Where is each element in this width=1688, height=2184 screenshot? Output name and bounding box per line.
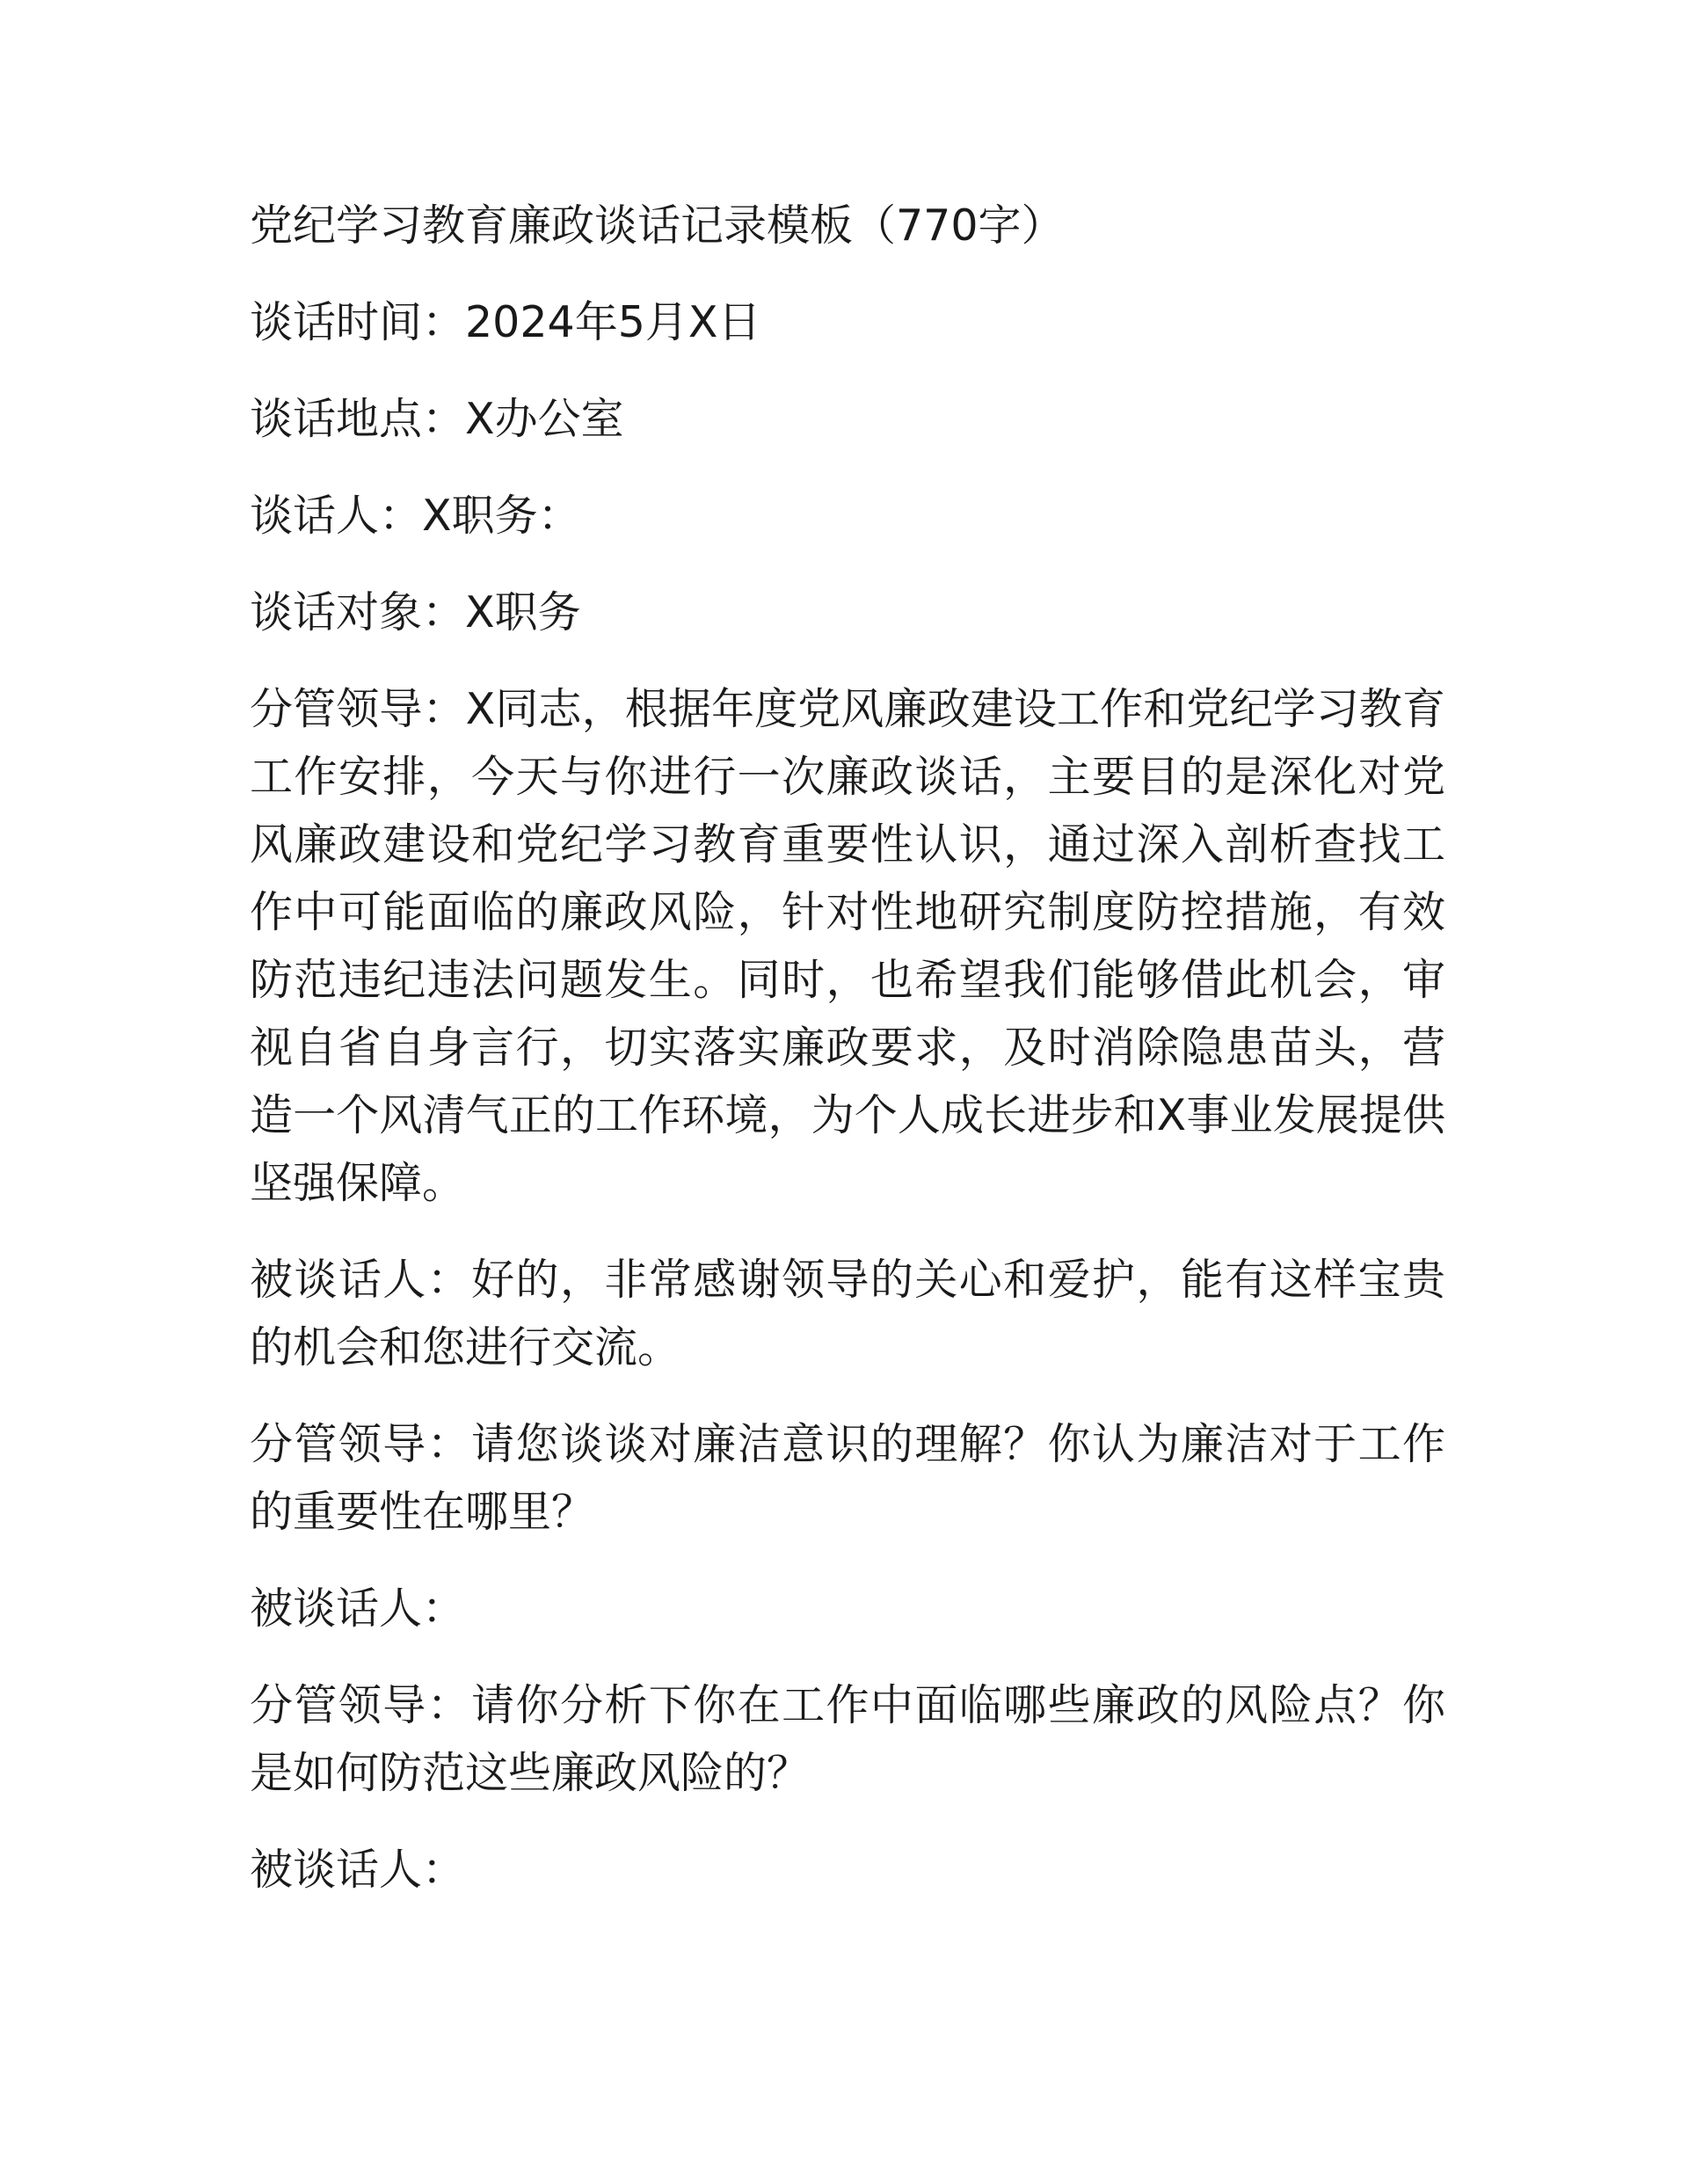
talk-time: 谈话时间：2024年5月X日 (250, 297, 761, 347)
respondent-answer-blank-1: 被谈话人： (250, 1583, 466, 1634)
talk-target: 谈话对象：X职务 (250, 587, 581, 637)
talk-place: 谈话地点：X办公室 (250, 394, 624, 444)
talk-speaker: 谈话人：X职务： (250, 491, 581, 541)
leader-question-risks: 分管领导：请你分析下你在工作中面临哪些廉政的风险点？你是如何防范这些廉政风险的？ (250, 1680, 1445, 1798)
respondent-answer-blank-2: 被谈话人： (250, 1845, 466, 1895)
document-body (250, 192, 1445, 1933)
leader-opening-paragraph: 分管领导：X同志，根据年度党风廉政建设工作和党纪学习教育工作安排，今天与你进行一次廉政谈话，主要目的是深化对党风廉政建设和党纪学习教育重要性认识，通过深入剖析查找工作中可能面临的廉政风险，针对性地研究制度防控措施，有效防范违纪违法问题发生。同时，也希望我们能够借此机会，审视自省自身言行，切实落实廉政要求，及时消除隐患苗头，营造一个风清气正的工作环境，为个人成长进步和X事业发展提供坚强保障。 (250, 684, 1445, 1208)
respondent-reply-paragraph: 被谈话人：好的，非常感谢领导的关心和爱护，能有这样宝贵的机会和您进行交流。 (250, 1255, 1445, 1372)
document-title: 党纪学习教育廉政谈话记录模板（770字） (250, 200, 1065, 251)
leader-question-integrity: 分管领导：请您谈谈对廉洁意识的理解？你认为廉洁对于工作的重要性在哪里？ (250, 1419, 1445, 1537)
